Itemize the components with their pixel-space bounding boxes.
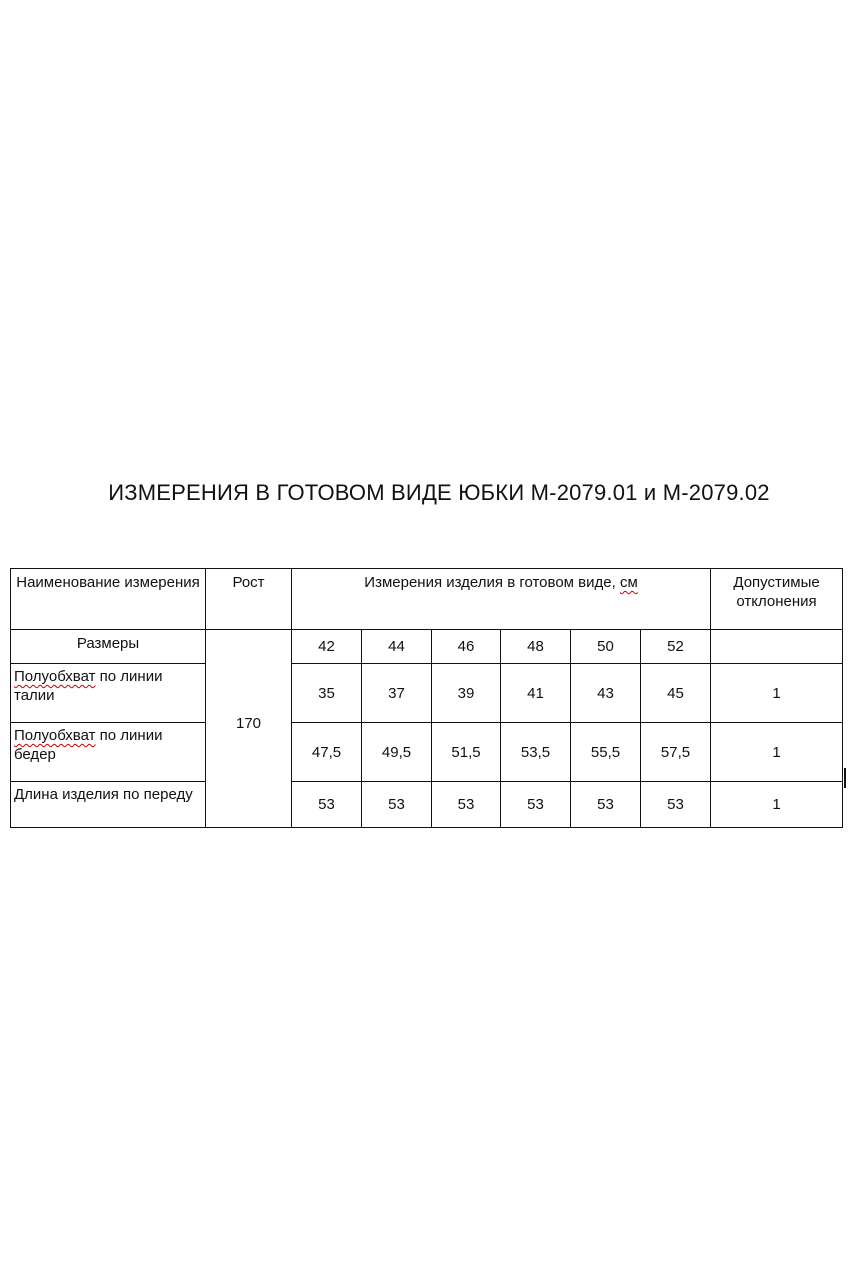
size-table (10, 568, 843, 828)
measurement-value: 53 (597, 796, 614, 813)
size-cell (362, 630, 432, 664)
tolerance-cell (711, 723, 843, 782)
value-cell (571, 782, 641, 828)
tolerance-value: 1 (772, 796, 781, 813)
value-cell (432, 723, 501, 782)
value-cell (641, 723, 711, 782)
row-label-keyword: Полуобхват (14, 668, 96, 685)
value-cell (501, 664, 571, 723)
tolerance-value: 1 (772, 684, 781, 702)
size-cell (641, 630, 711, 664)
height-value: 170 (235, 715, 262, 732)
value-cell (641, 664, 711, 723)
size-value: 50 (597, 638, 614, 655)
row-label-text: по линии талии (14, 668, 163, 704)
measurement-value: 41 (527, 684, 544, 702)
size-cell (501, 630, 571, 664)
sizes-label: Размеры (76, 635, 140, 652)
row-label-cell (11, 664, 206, 723)
size-value: 48 (527, 638, 544, 655)
value-cell (571, 664, 641, 723)
value-cell (571, 723, 641, 782)
header-unit-label: см (619, 574, 638, 591)
measurement-value: 47,5 (311, 743, 342, 761)
size-value: 46 (457, 638, 475, 655)
tolerance-cell (711, 664, 843, 723)
size-cell (292, 630, 362, 664)
measurement-value: 55,5 (590, 743, 621, 761)
row-label-cell (11, 723, 206, 782)
size-cell (432, 630, 501, 664)
measurement-value: 53 (388, 796, 405, 813)
measurement-value: 53 (457, 796, 475, 813)
row-label-text: Длина изделия по переду (14, 786, 193, 803)
measurement-value: 53 (318, 796, 335, 813)
header-tolerance-cell (711, 569, 843, 630)
value-cell (362, 664, 432, 723)
measurement-value: 53,5 (520, 743, 551, 761)
value-cell (641, 782, 711, 828)
header-name-label: Наименование измерения (16, 574, 200, 591)
table-row-hips (11, 723, 843, 782)
tolerance-value: 1 (772, 743, 781, 761)
value-cell (432, 782, 501, 828)
empty-tolerance-cell (711, 630, 843, 664)
table-row-length (11, 782, 843, 828)
size-value: 52 (667, 638, 684, 655)
tolerance-cell (711, 782, 843, 828)
measurement-value: 43 (597, 684, 614, 702)
measurement-value: 45 (667, 684, 684, 702)
value-cell (501, 782, 571, 828)
value-cell (432, 664, 501, 723)
table-row-waist (11, 664, 843, 723)
size-value: 44 (388, 638, 405, 655)
document-title: ИЗМЕРЕНИЯ В ГОТОВОМ ВИДЕ ЮБКИ М-2079.01 и М-2079.02 (108, 480, 770, 505)
measurement-value: 37 (388, 684, 405, 702)
value-cell (292, 664, 362, 723)
value-cell (501, 723, 571, 782)
height-value-cell (206, 630, 292, 828)
row-label-keyword: Полуобхват (14, 727, 96, 744)
size-value: 42 (318, 638, 335, 655)
measurement-value: 51,5 (451, 743, 481, 761)
text-cursor-mark (844, 768, 846, 788)
size-cell (571, 630, 641, 664)
table-row-sizes (11, 630, 843, 664)
row-label-cell (11, 782, 206, 828)
measurement-value: 39 (457, 684, 475, 702)
header-measurements-label: Измерения изделия в готовом виде, (364, 574, 616, 591)
measurement-value: 53 (527, 796, 544, 813)
measurement-value: 35 (318, 684, 335, 702)
table-header-row (11, 569, 843, 630)
value-cell (362, 782, 432, 828)
header-tolerance-label: Допустимые отклонения (733, 574, 820, 610)
value-cell (362, 723, 432, 782)
sizes-label-cell (11, 630, 206, 664)
value-cell (292, 723, 362, 782)
header-name-cell (11, 569, 206, 630)
row-label-text: по линии бедер (14, 727, 163, 763)
header-measurements-cell (292, 569, 711, 630)
value-cell (292, 782, 362, 828)
measurement-value: 49,5 (381, 743, 412, 761)
measurement-value: 53 (667, 796, 684, 813)
header-height-label: Рост (232, 574, 265, 591)
measurement-value: 57,5 (660, 743, 691, 761)
header-height-cell (206, 569, 292, 630)
